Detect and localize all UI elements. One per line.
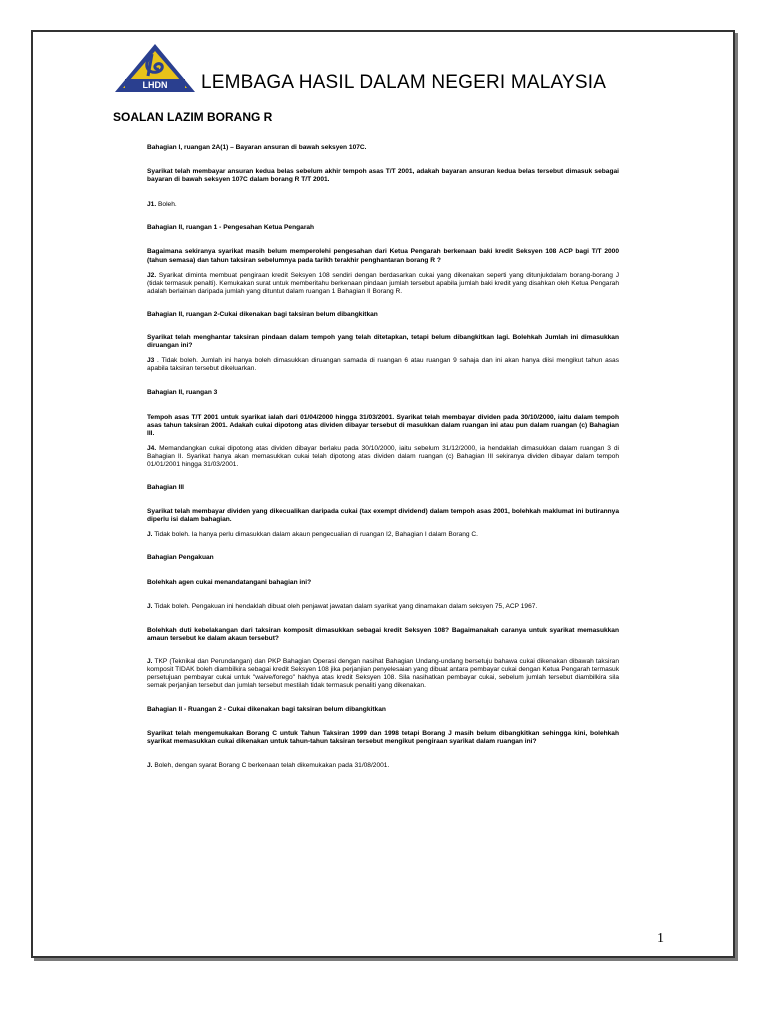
answer-label: J. — [147, 761, 153, 769]
lhdn-logo — [113, 42, 197, 94]
answer-text: Boleh, dengan syarat Borang C berkenaan telah dikemukakan pada 31/08/2001. — [152, 761, 390, 769]
section-heading: Bahagian II, ruangan 3 — [147, 389, 218, 397]
answer-text: . Tidak boleh. Jumlah ini hanya boleh dimasukkan diruangan samada di ruangan 6 atau ruangan 9 sahaja dan ini akan hanya diisi mengikut tahun asas apabila taksiran tersebut dikeluarkan. — [147, 357, 619, 373]
answer-label: J. — [147, 657, 153, 665]
question: Bolehkah agen cukai menandatangani bahagian ini? — [147, 578, 312, 586]
section-heading: Bahagian III — [147, 484, 185, 492]
answer — [147, 445, 619, 469]
question: Syarikat telah membayar ansuran kedua belas sebelum akhir tempoh asas T/T 2001, adakah bayaran ansuran kedua belas tersebut dimasuk sebagai bayaran di bawah seksyen 107C dalam borang R T/T 2001. — [147, 168, 619, 184]
doc-title: SOALAN LAZIM BORANG R — [113, 110, 273, 124]
answer-label: J2. — [147, 271, 157, 279]
question: Tempoh asas T/T 2001 untuk syarikat ialah dari 01/04/2000 hingga 31/03/2001. Syarikat telah membayar dividen pada 30/10/2000, iaitu dalam tempoh asas tahun taksiran 2001. Adakah cukai dipotong atas dividen dibayar tersebut di masukkan dalam ruangan ini atau pun dalam ruangan (c) Bahagian III. — [147, 413, 619, 437]
question: Bolehkah duti kebelakangan dari taksiran komposit dimasukkan sebagai kredit Seksyen 108? Bagaimanakah caranya untuk syarikat memasukkan amaun tersebut ke dalam akaun tersebut? — [147, 626, 619, 642]
section-heading: Bahagian II, ruangan 2-Cukai dikenakan bagi taksiran belum dibangkitkan — [147, 310, 378, 318]
answer — [147, 357, 619, 373]
answer-text: Boleh. — [156, 201, 177, 209]
answer-label: J4. — [147, 444, 157, 452]
faq-content — [147, 144, 619, 770]
answer-text: Tidak boleh. Pengakuan ini hendaklah dibuat oleh penjawat jawatan dalam syarikat yang dinamakan dalam seksyen 75, ACP 1967. — [152, 602, 538, 610]
section-heading: Bahagian II - Ruangan 2 - Cukai dikenakan bagi taksiran belum dibangkitkan — [147, 706, 386, 714]
answer-label: J. — [147, 531, 153, 539]
section-heading: Bahagian Pengakuan — [147, 554, 214, 562]
question: Syarikat telah menghantar taksiran pindaan dalam tempoh yang telah ditetapkan, tetapi belum dibangkitkan lagi. Bolehkah Jumlah ini dimasukkan diruangan ini? — [147, 334, 619, 350]
answer-text: TKP (Teknikal dan Perundangan) dan PKP Bahagian Operasi dengan nasihat Bahagian Undang-undang bersetuju bahawa cukai dikenakan dibawah taksiran komposit TIDAK boleh diambilkira sebagai kredit Seksyen 108 jika perjanjian penyelesaian yang dibuat antara pembayar cukai dengan Ketua Pengarah termasuk persetujuan pembayar cukai untuk "waive/forego" hakhya atas kredit Seksyen 108. Sila nasihatkan pembayar cukai, sebelum jumlah tersebut diambilkira sila semak perjanjian tersebut dan jumlah tersebut mestilah tidak termasuk penaliti yang dikenakan. — [147, 657, 619, 690]
answer-text: Tidak boleh. Ia hanya perlu dimasukkan dalam akaun pengecualian di ruangan I2, Bahagian I dalam Borang C. — [152, 531, 479, 539]
answer-text: Memandangkan cukai dipotong atas dividen dibayar berlaku pada 30/10/2000, iaitu sebelum 31/12/2000, ia hendaklah dimasukkan dalam ruangan 3 di Bahagian II. Syarikat hanya akan memasukkan cukai telah dipotong atas dividen dalam ruangan (c) Bahagian III sekiranya dividen dibayar dalam tempoh 01/01/2001 hingga 31/03/2001. — [147, 444, 619, 468]
answer-label: J1. — [147, 201, 157, 209]
answer — [147, 201, 619, 209]
page-number: 1 — [657, 931, 664, 946]
section-heading: Bahagian II, ruangan 1 - Pengesahan Ketua Pengarah — [147, 224, 315, 232]
answer — [147, 762, 619, 770]
answer — [147, 531, 619, 539]
answer — [147, 658, 619, 690]
answer-text: Syarikat diminta membuat pengiraan kredit Seksyen 108 sendiri dengan berdasarkan cukai yang dikenakan seperti yang ditunjukdalam borang-borang J (tidak termasuk penalti). Kemukakan surat untuk memberitahu berkenaan pindaan jumlah tersebut apabila jumlah baki kredit yang disahkan oleh Ketua Pengarah adalah berlainan daripada jumlah yang dituntut dalam ruangan 1 Bahagian II Borang R. — [147, 271, 619, 295]
question: Bagaimana sekiranya syarikat masih belum memperolehi pengesahan dari Ketua Pengarah berkenaan baki kredit Seksyen 108 ACP bagi T/T 2000 (tahun semasa) dan tahun taksiran sebelumnya pada tarikh terakhir penghantaran borang R ? — [147, 248, 619, 264]
answer — [147, 272, 619, 296]
question: Syarikat telah membayar dividen yang dikecualikan daripada cukai (tax exempt dividend) dalam tempoh asas 2001, bolehkah maklumat ini butirannya diperlu isi dalam bahagian. — [147, 508, 619, 524]
section-heading: Bahagian I, ruangan 2A(1) – Bayaran ansuran di bawah seksyen 107C. — [147, 144, 367, 151]
answer — [147, 603, 619, 611]
answer-label: J. — [147, 602, 153, 610]
org-title: LEMBAGA HASIL DALAM NEGERI MALAYSIA — [201, 72, 607, 93]
question: Syarikat telah mengemukakan Borang C untuk Tahun Taksiran 1999 dan 1998 tetapi Borang J masih belum dibangkitkan sehingga kini, bolehkah syarikat memasukkan cukai dikenakan untuk tahun-tahun taksiran tersebut mengikut pengiraan syarikat dalam ruangan ini? — [147, 730, 619, 746]
logo-text: LHDN — [142, 80, 168, 90]
answer-label: J3 — [147, 357, 155, 365]
